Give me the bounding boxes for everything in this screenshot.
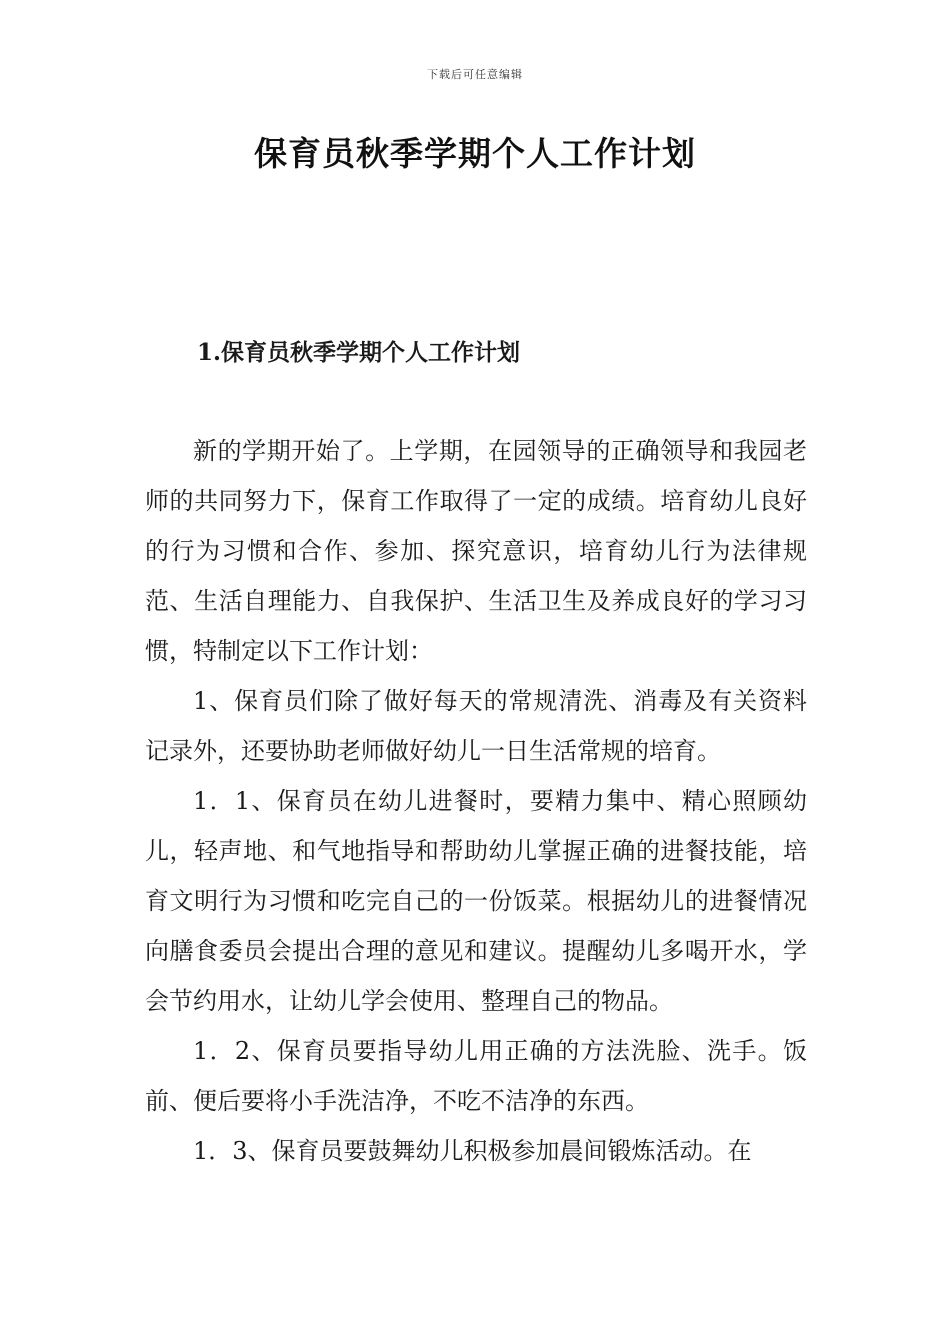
paragraph-item-1-2: 1．2、保育员要指导幼儿用正确的方法洗脸、洗手。饭前、便后要将小手洗洁净，不吃不洁净的东西。: [145, 1037, 807, 1115]
section-heading: 1.保育员秋季学期个人工作计划: [197, 339, 521, 366]
paragraph-intro: 新的学期开始了。上学期，在园领导的正确领导和我园老师的共同努力下，保育工作取得了一定的成绩。培育幼儿良好的行为习惯和合作、参加、探究意识，培育幼儿行为法律规范、生活自理能力、自我保护、生活卫生及养成良好的学习习惯，特制定以下工作计划：: [145, 437, 807, 665]
paragraph-item-1: 1、保育员们除了做好每天的常规清洗、消毒及有关资料记录外，还要协助老师做好幼儿一日生活常规的培育。: [145, 687, 807, 765]
paragraph-item-1-3: 1．3、保育员要鼓舞幼儿积极参加晨间锻炼活动。在: [193, 1137, 752, 1165]
paragraph-item-1-1: 1．1、保育员在幼儿进餐时，要精力集中、精心照顾幼儿，轻声地、和气地指导和帮助幼儿掌握正确的进餐技能，培育文明行为习惯和吃完自己的一份饭菜。根据幼儿的进餐情况向膳食委员会提出合理的意见和建议。提醒幼儿多喝开水，学会节约用水，让幼儿学会使用、整理自己的物品。: [145, 787, 807, 1015]
document-title: 保育员秋季学期个人工作计划: [254, 134, 696, 173]
body-text: [145, 426, 807, 1176]
header-note: 下载后可任意编辑: [427, 68, 523, 81]
